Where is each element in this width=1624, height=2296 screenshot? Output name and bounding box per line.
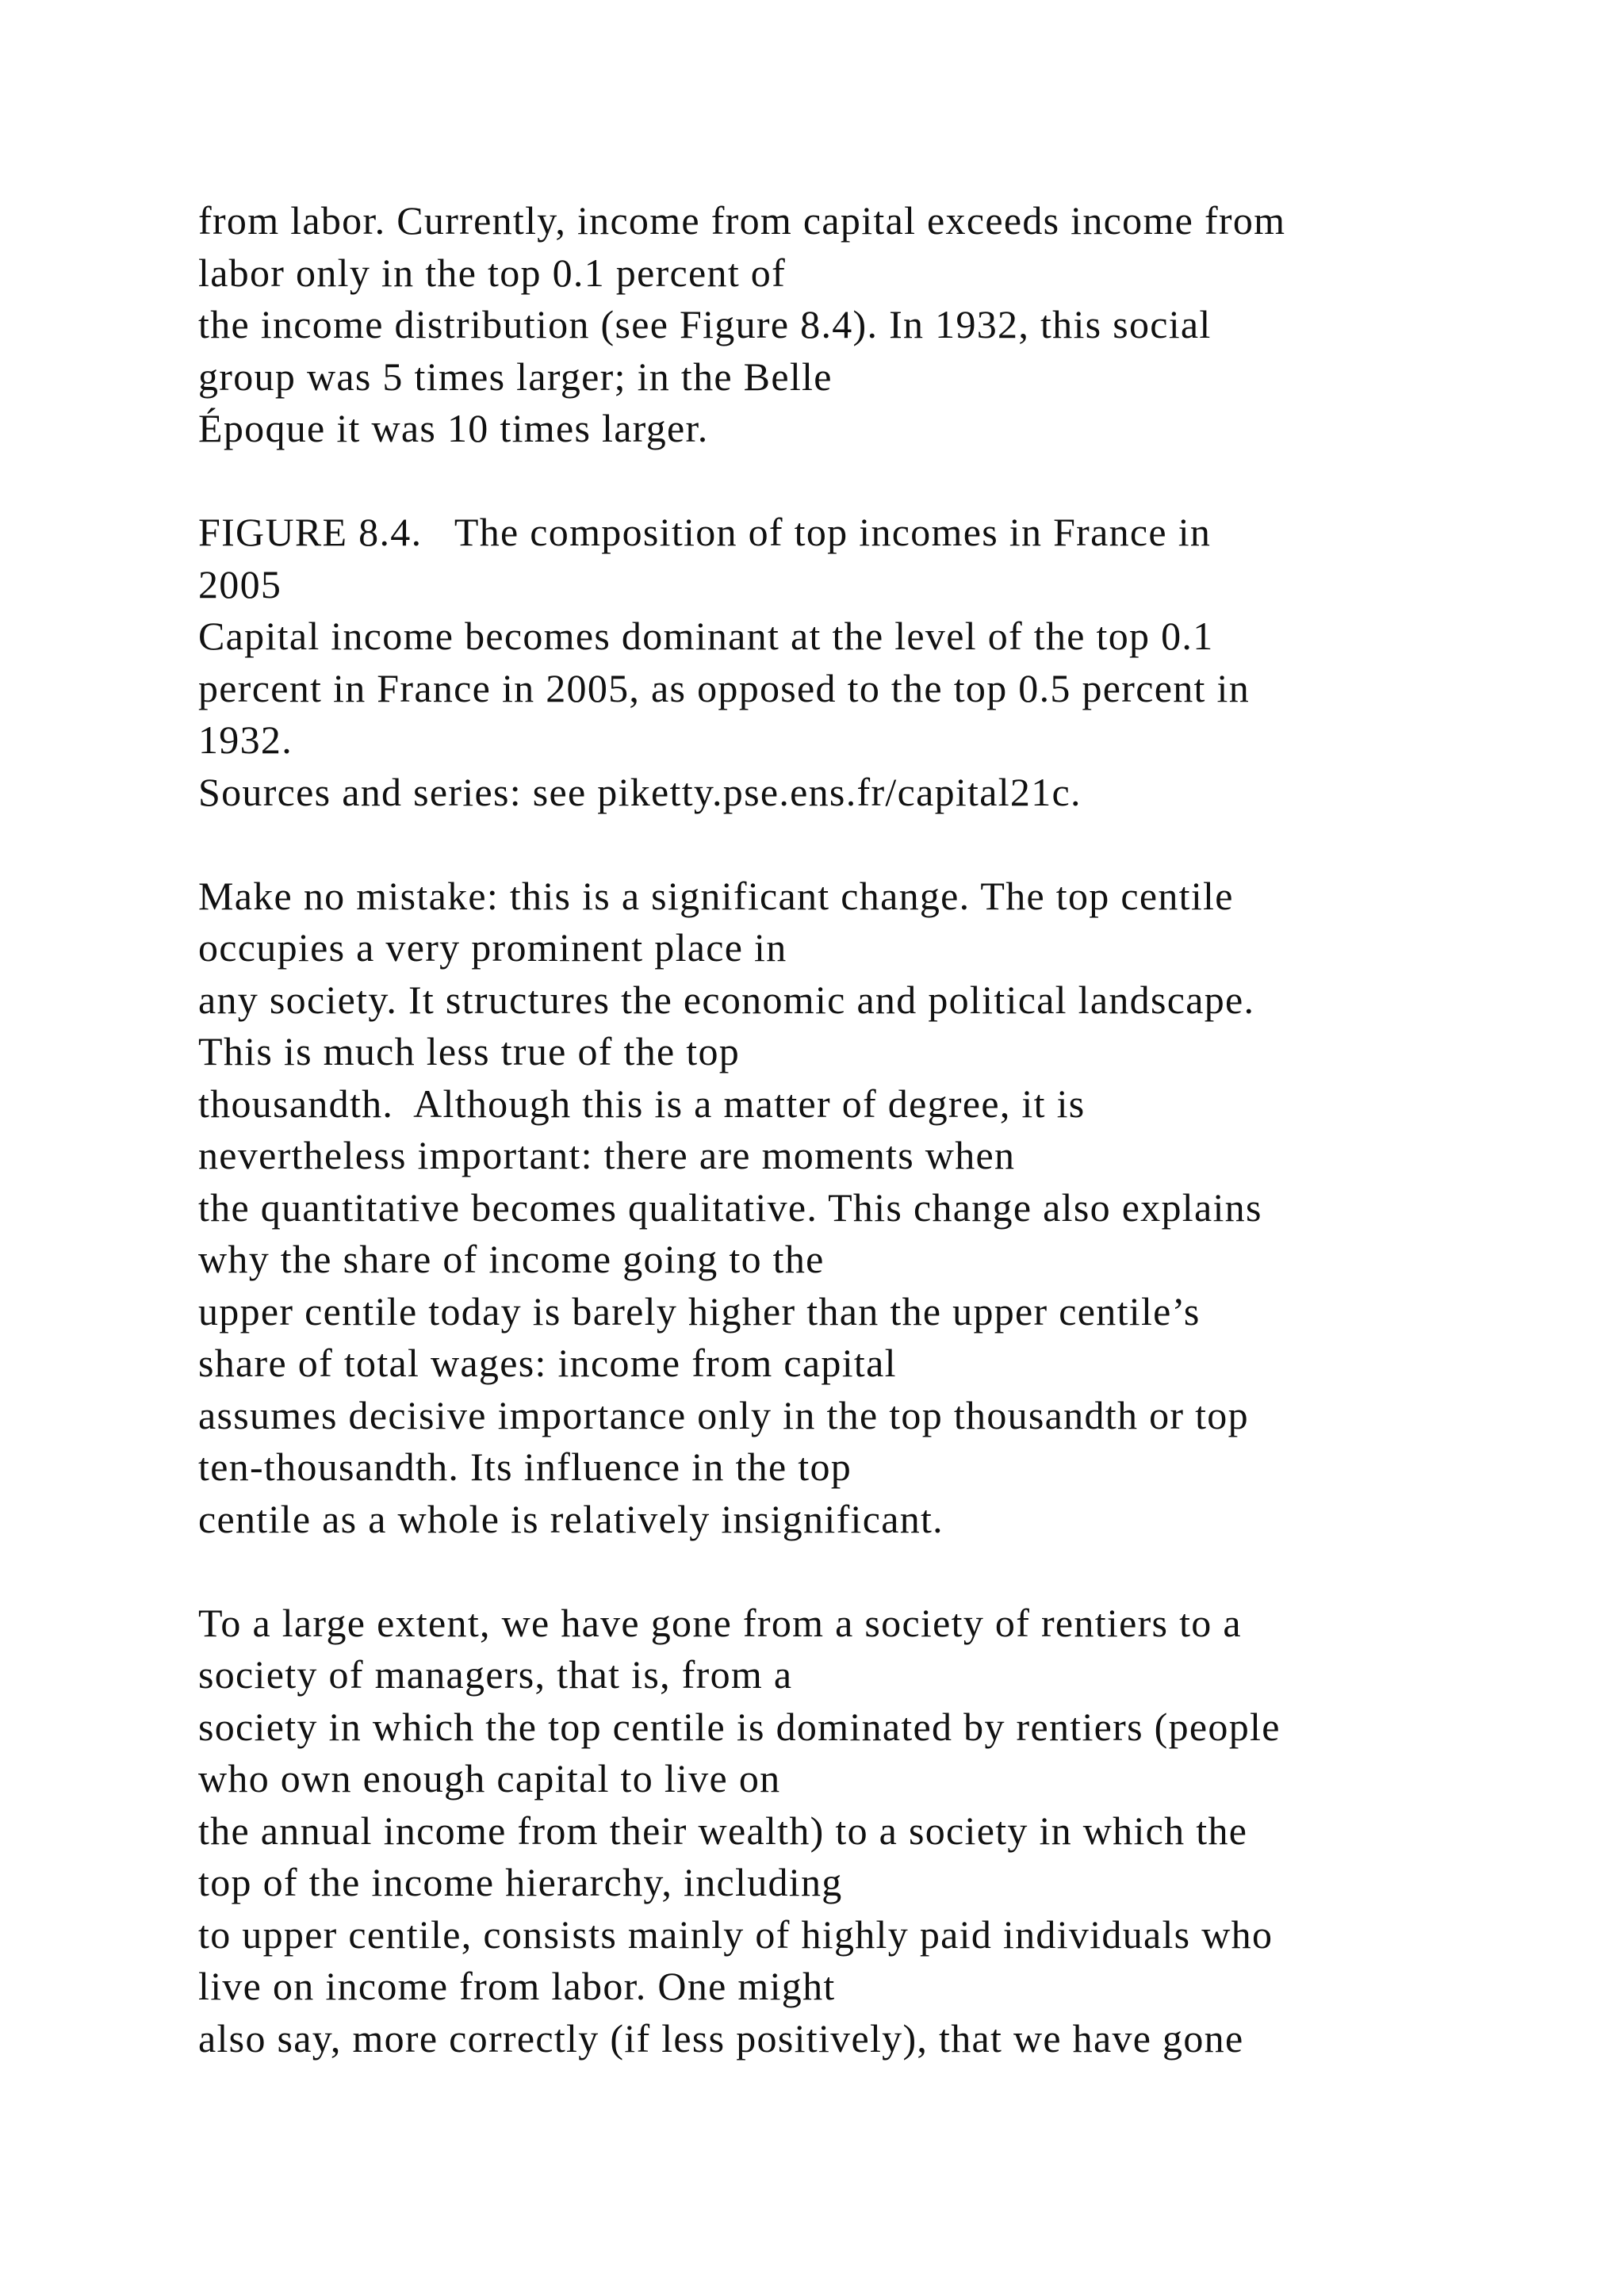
text-line: To a large extent, we have gone from a society of rentiers to a <box>198 1600 1242 1645</box>
text-line: ten-thousandth. Its influence in the top <box>198 1445 852 1489</box>
text-line: share of total wages: income from capital <box>198 1341 897 1385</box>
figure-caption-text: percent in France in 2005, as opposed to the top 0.5 percent in <box>198 665 1251 710</box>
text-line: labor only in the top 0.1 percent of <box>198 250 787 295</box>
body-text <box>198 195 1530 2064</box>
text-line: assumes decisive importance only in the top thousandth or top <box>198 1392 1249 1437</box>
text-line: thousandth. Although this is a matter of degree, it is <box>198 1081 1086 1126</box>
figure-caption-text: Capital income becomes dominant at the level of the top 0.1 <box>198 614 1214 658</box>
figure-sources: Sources and series: see piketty.pse.ens.fr/capital21c. <box>198 769 1082 814</box>
text-line: Make no mistake: this is a significant change. The top centile <box>198 873 1234 918</box>
text-line: why the share of income going to the <box>198 1237 825 1281</box>
blank-line <box>198 455 1530 507</box>
text-line: This is much less true of the top <box>198 1029 741 1073</box>
text-line: the income distribution (see Figure 8.4). In 1932, this social <box>198 302 1212 346</box>
blank-line <box>198 1545 1530 1598</box>
text-line: Époque it was 10 times larger. <box>198 406 709 450</box>
text-line: the quantitative becomes qualitative. This change also explains <box>198 1184 1262 1230</box>
text-line: group was 5 times larger; in the Belle <box>198 354 833 399</box>
text-line: top of the income hierarchy, including <box>198 1860 843 1904</box>
text-line: society in which the top centile is dominated by rentiers (people <box>198 1704 1281 1749</box>
text-line: the annual income from their wealth) to a society in which the <box>198 1808 1248 1853</box>
text-line: nevertheless important: there are moments when <box>198 1133 1016 1177</box>
text-line: who own enough capital to live on <box>198 1756 781 1800</box>
figure-caption-title: FIGURE 8.4. The composition of top incomes in France in <box>198 510 1212 554</box>
blank-line <box>198 818 1530 871</box>
figure-caption-title: 2005 <box>198 561 282 607</box>
text-line: from labor. Currently, income from capital exceeds income from <box>198 198 1286 243</box>
figure-caption-text: 1932. <box>198 718 293 762</box>
text-line: society of managers, that is, from a <box>198 1652 793 1697</box>
text-line: centile as a whole is relatively insignificant. <box>198 1496 944 1541</box>
text-line: occupies a very prominent place in <box>198 925 787 970</box>
text-line: any society. It structures the economic and political landscape. <box>198 977 1255 1022</box>
text-line: upper centile today is barely higher than the upper centile’s <box>198 1288 1201 1334</box>
text-line: live on income from labor. One might <box>198 1964 836 2008</box>
text-line: to upper centile, consists mainly of highly paid individuals who <box>198 1911 1274 1957</box>
text-line: also say, more correctly (if less positively), that we have gone <box>198 2015 1244 2061</box>
